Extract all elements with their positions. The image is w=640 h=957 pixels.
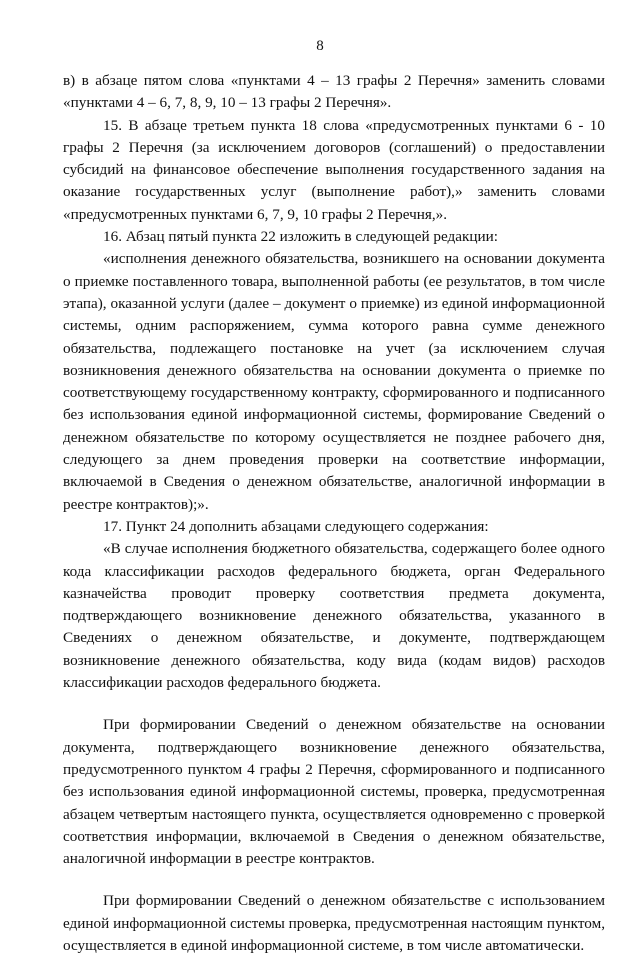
paragraph-17: 17. Пункт 24 дополнить абзацами следующего содержания:	[103, 517, 489, 535]
paragraph-17-quote-3: При формировании Сведений о денежном обязательстве с использованием единой информационной системы проверка, предусмотренная настоящим пунктом, осуществляется в единой информационной системе, в том числе автоматически.	[63, 892, 605, 954]
document-body	[63, 70, 605, 957]
paragraph-15: 15. В абзаце третьем пункта 18 слова «предусмотренных пунктами 6 - 10 графы 2 Перечня (за исключением договоров (соглашений) о предоставлении субсидий на финансовое обеспечение выполнения государственного задания на оказание государственных услуг (выполнение работ),» заменить словами «предусмотренных пунктами 6, 7, 9, 10 графы 2 Перечня,».	[63, 116, 605, 223]
paragraph-16: 16. Абзац пятый пункта 22 изложить в следующей редакции:	[103, 228, 498, 246]
paragraph-17-quote-2: При формировании Сведений о денежном обязательстве на основании документа, подтверждающего возникновение денежного обязательства, предусмотренного пунктом 4 графы 2 Перечня, сформированного и подписанного без использования единой информационной системы, проверка, предусмотренная абзацем четвертым настоящего пункта, осуществляется одновременно с проверкой соответствия информации, включаемой в Сведения о денежном обязательстве, аналогичной информации в реестре контрактов.	[63, 716, 605, 868]
paragraph-item-v: в) в абзаце пятом слова «пунктами 4 – 13 графы 2 Перечня» заменить словами «пунктами 4 – 6, 7, 8, 9, 10 – 13 графы 2 Перечня».	[63, 72, 605, 112]
paragraph-17-quote-1: «В случае исполнения бюджетного обязательства, содержащего более одного кода классификации расходов федерального бюджета, орган Федерального казначейства проводит проверку соответствия предмета документа, подтверждающего возникновение денежного обязательства, указанного в Сведениях о денежном обязательстве, и документе, подтверждающем возникновение денежного обязательства, коду вида (кодам видов) расходов классификации расходов федерального бюджета.	[63, 540, 605, 692]
page-number: 8	[316, 38, 324, 54]
paragraph-16-quote: «исполнения денежного обязательства, возникшего на основании документа о приемке поставленного товара, выполненной работы (ее результатов, в том числе этапа), оказанной услуги (далее – документ о приемке) из единой информационной системы, одним распоряжением, сумма которого равна сумме денежного обязательства, подлежащего постановке на учет (за исключением случая возникновения денежного обязательства на основании документа о приемке по соответствующему государственному контракту, сформированного и подписанного без использования единой информационной системы, формирование Сведений о денежном обязательстве по которому осуществляется не позднее рабочего дня, следующего за днем проведения проверки на соответствие информации, включаемой в Сведения о денежном обязательстве, аналогичной информации в реестре контрактов);».	[63, 250, 605, 513]
